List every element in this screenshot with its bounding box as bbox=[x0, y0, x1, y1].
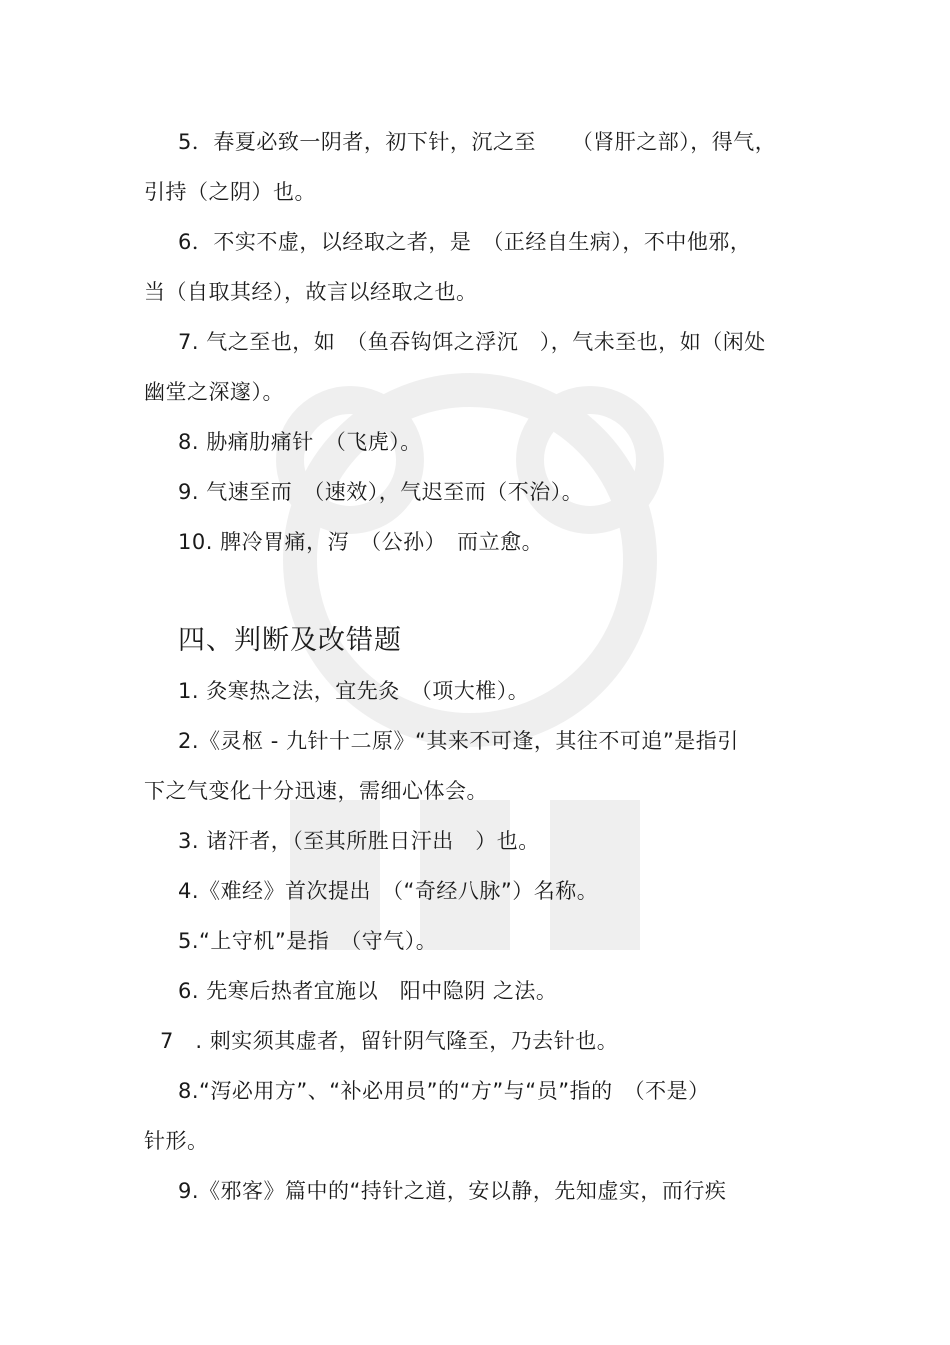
fill-in-item-9: 9. 气速至而 （速效），气迟至而（不治）。 bbox=[178, 480, 584, 504]
fill-in-item-5-line-2: 引持（之阴）也。 bbox=[144, 180, 316, 204]
judgement-item-3: 3. 诸汗者，（至其所胜日汗出 ）也。 bbox=[178, 829, 540, 853]
judgement-item-8-line-2: 针形。 bbox=[144, 1129, 209, 1153]
judgement-item-2-line-1: 2.《灵枢 - 九针十二原》“其来不可逢，其往不可追”是指引 bbox=[178, 729, 739, 753]
fill-in-item-5-line-1: 5．春夏必致一阴者，初下针，沉之至 （肾肝之部），得气， bbox=[178, 130, 777, 154]
judgement-item-2-line-2: 下之气变化十分迅速，需细心体会。 bbox=[144, 779, 488, 803]
fill-in-item-7-line-2: 幽堂之深邃）。 bbox=[144, 380, 284, 404]
judgement-item-4: 4.《难经》首次提出 （“奇经八脉”）名称。 bbox=[178, 879, 599, 903]
judgement-item-9-line-1: 9.《邪客》篇中的“持针之道，安以静，先知虚实，而行疾 bbox=[178, 1179, 727, 1203]
section-heading-judgement: 四、判断及改错题 bbox=[178, 625, 402, 656]
judgement-item-1: 1. 灸寒热之法，宜先灸 （项大椎）。 bbox=[178, 679, 530, 703]
judgement-item-5: 5.“上守机”是指 （守气）。 bbox=[178, 929, 438, 953]
judgement-item-7: 7 . 刺实须其虚者，留针阴气隆至，乃去针也。 bbox=[160, 1029, 619, 1053]
fill-in-item-8: 8. 胁痛肋痛针 （飞虎）。 bbox=[178, 430, 422, 454]
judgement-item-8-line-1: 8.“泻必用方”、“补必用员”的“方”与“员”指的 （不是） bbox=[178, 1079, 710, 1103]
fill-in-item-10: 10. 脾冷胃痛，泻 （公孙） 而立愈。 bbox=[178, 530, 544, 554]
judgement-item-6: 6. 先寒后热者宜施以 阳中隐阴 之法。 bbox=[178, 979, 558, 1003]
fill-in-item-6-line-1: 6．不实不虚，以经取之者，是 （正经自生病），不中他邪， bbox=[178, 230, 752, 254]
fill-in-item-6-line-2: 当（自取其经），故言以经取之也。 bbox=[144, 280, 478, 304]
fill-in-item-7-line-1: 7. 气之至也，如 （鱼吞钩饵之浮沉 ），气未至也，如（闲处 bbox=[178, 330, 766, 354]
